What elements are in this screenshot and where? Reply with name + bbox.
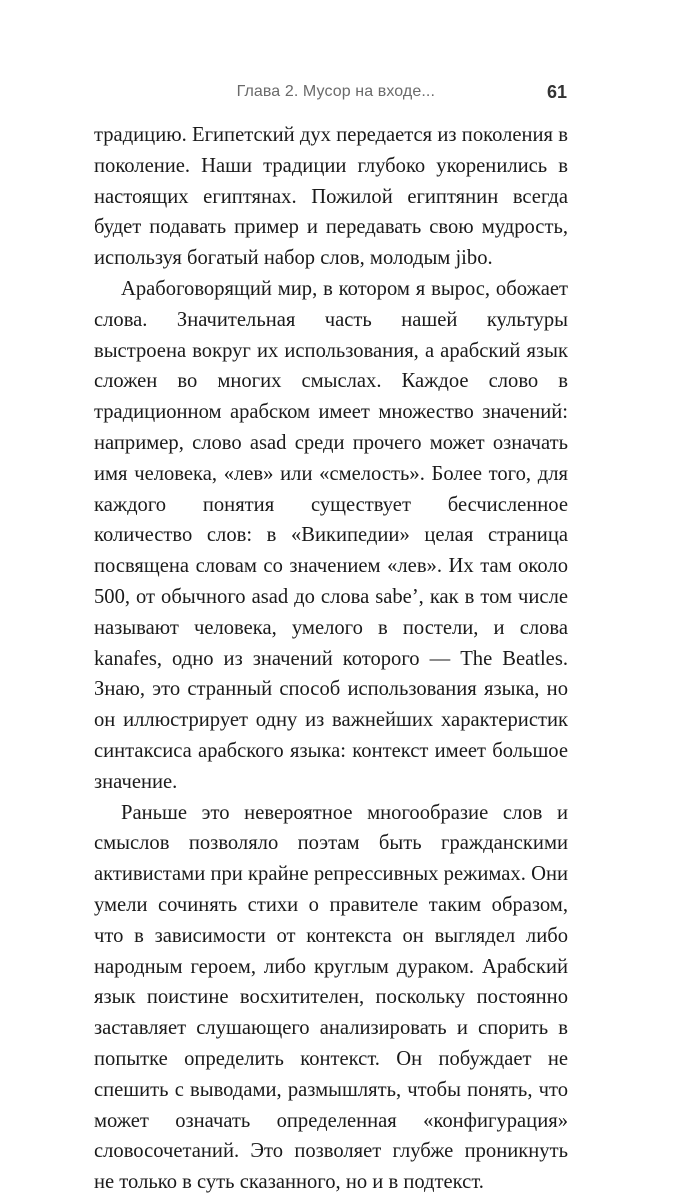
running-title: Глава 2. Мусор на входе...	[236, 83, 435, 100]
paragraph-2: Арабоговорящий мир, в котором я вырос, обожает слова. Значительная часть нашей культуры выстроена вокруг их использования, а арабский язык сложен во многих смыслах. Каждое слово в традиционном арабском имеет множество значений: например, слово asad среди прочего может означать имя человека, «лев» или «смелость». Более того, для каждого понятия существует бесчисленное количество слов: в «Википедии» целая страница посвящена словам со значением «лев». Их там около 500, от обычного asad до слова sabe’, как в том числе называют человека, умелого в постели, и слова kanafes, одно из значений которого — The Beatles. Знаю, это странный способ использования языка, но он иллюстрирует одну из важнейших характеристик синтаксиса арабского языка: контекст имеет большое значение.	[94, 277, 568, 793]
paragraph-1: традицию. Египетский дух передается из поколения в поколение. Наши традиции глубоко укоренились в настоящих египтянах. Пожилой египтянин всегда будет подавать пример и передавать свою мудрость, используя богатый набор слов, молодым jibo.	[94, 124, 568, 270]
page-header	[0, 79, 567, 105]
page-number: 61	[546, 82, 567, 102]
paragraph-3: Раньше это невероятное многообразие слов и смыслов позволяло поэтам быть гражданскими активистами при крайне репрессивных режимах. Они умели сочинять стихи о правителе таким образом, что в зависимости от контекста он выглядел либо народным героем, либо круглым дураком. Арабский язык поистине восхитителен, поскольку постоянно заставляет слушающего анализировать и спорить в попытке определить контекст. Он побуждает не спешить с выводами, размышлять, чтобы понять, что может означать определенная «конфигурация» словосочетаний. Это позволяет глубже проникнуть не только в суть сказанного, но и в подтекст.	[94, 801, 568, 1194]
body-text	[94, 120, 568, 1198]
